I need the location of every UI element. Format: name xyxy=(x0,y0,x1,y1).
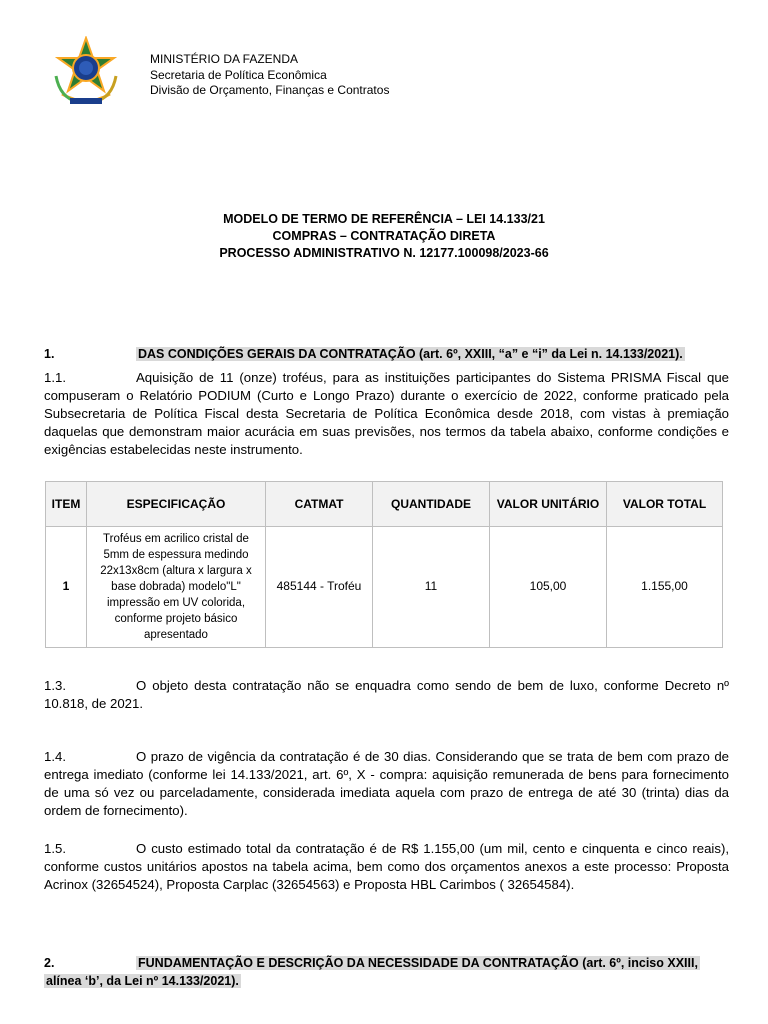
paragraph-1-5 xyxy=(44,840,729,894)
section-2-title-line-1: FUNDAMENTAÇÃO E DESCRIÇÃO DA NECESSIDADE DA CONTRATAÇÃO (art. 6º, inciso XXIII, xyxy=(138,956,698,970)
cell-unit-value: 105,00 xyxy=(490,527,607,648)
col-header-unit-value: VALOR UNITÁRIO xyxy=(490,482,607,527)
title-line-3: PROCESSO ADMINISTRATIVO N. 12177.100098/2023-66 xyxy=(219,246,549,260)
paragraph-text: O objeto desta contratação não se enquadra como sendo de bem de luxo, conforme Decreto nº 10.818, de 2021. xyxy=(44,678,729,711)
cell-spec: Troféus em acrilico cristal de 5mm de espessura medindo 22x13x8cm (altura x largura x base dobrada) modelo"L" impressão em UV colorida, conforme projeto básico apresentado xyxy=(87,527,266,648)
paragraph-number: 1.1. xyxy=(44,370,66,385)
paragraph-number: 1.4. xyxy=(44,749,66,764)
section-2-number: 2. xyxy=(44,956,55,970)
table-row xyxy=(46,527,723,648)
cell-item: 1 xyxy=(46,527,87,648)
cell-total-value: 1.155,00 xyxy=(607,527,723,648)
col-header-quantity: QUANTIDADE xyxy=(373,482,490,527)
col-header-total-value: VALOR TOTAL xyxy=(607,482,723,527)
title-line-2: COMPRAS – CONTRATAÇÃO DIRETA xyxy=(272,229,496,243)
paragraph-text: O custo estimado total da contratação é de R$ 1.155,00 (um mil, cento e cinquenta e cinco reais), conforme custos unitários apostos na tabela acima, bem como dos orçamentos anexos a este processo: Proposta Acrinox (32654524), Proposta Carplac (32654563) e Proposta HBL Carimbos ( 32654584). xyxy=(44,841,729,892)
title-line-1: MODELO DE TERMO DE REFERÊNCIA – LEI 14.133/21 xyxy=(223,212,545,226)
section-1-title: DAS CONDIÇÕES GERAIS DA CONTRATAÇÃO (art. 6º, XXIII, “a” e “i” da Lei n. 14.133/2021). xyxy=(138,347,683,361)
header-institution xyxy=(150,52,389,99)
paragraph-text: O prazo de vigência da contratação é de 30 dias. Considerando que se trata de bem com prazo de entrega imediato (conforme lei 14.133/2021, art. 6º, X - compra: aquisição remunerada de bens para fornecimento de uma só vez ou parceladamente, considerada imediata aquela com prazo de entrega de até 30 (trinta) dias da ordem de fornecimento). xyxy=(44,749,729,818)
document-title xyxy=(0,211,768,262)
section-2-heading xyxy=(44,954,764,990)
section-1-number: 1. xyxy=(44,347,55,361)
cell-quantity: 11 xyxy=(373,527,490,648)
section-1-heading xyxy=(44,345,764,363)
items-table xyxy=(45,481,723,648)
ministry-name: MINISTÉRIO DA FAZENDA xyxy=(150,52,299,66)
secretariat-name: Secretaria de Política Econômica xyxy=(150,67,327,82)
paragraph-1-3 xyxy=(44,677,729,713)
cell-catmat: 485144 - Troféu xyxy=(266,527,373,648)
col-header-spec: ESPECIFICAÇÃO xyxy=(87,482,266,527)
division-name: Divisão de Orçamento, Finanças e Contratos xyxy=(150,83,390,97)
paragraph-1-1 xyxy=(44,369,729,459)
paragraph-1-4 xyxy=(44,748,729,820)
col-header-catmat: CATMAT xyxy=(266,482,373,527)
col-header-item: ITEM xyxy=(46,482,87,527)
brasao-coat-of-arms xyxy=(48,36,124,112)
paragraph-number: 1.5. xyxy=(44,841,66,856)
table-header-row xyxy=(46,482,723,527)
paragraph-text: Aquisição de 11 (onze) troféus, para as instituições participantes do Sistema PRISMA Fiscal que compuseram o Relatório PODIUM (Curto e Longo Prazo) durante o exercício de 2022, conforme praticado pela Subsecretaria de Política Fiscal desta Secretaria de Política Econômica desde 2018, com vistas à premiação daquelas que demonstram maior acurácia em suas previsões, nos termos da tabela abaixo, conforme condições e exigências estabelecidas neste instrumento. xyxy=(44,370,729,457)
paragraph-number: 1.3. xyxy=(44,678,66,693)
section-2-title-line-2: alínea ‘b’, da Lei nº 14.133/2021). xyxy=(46,974,239,988)
